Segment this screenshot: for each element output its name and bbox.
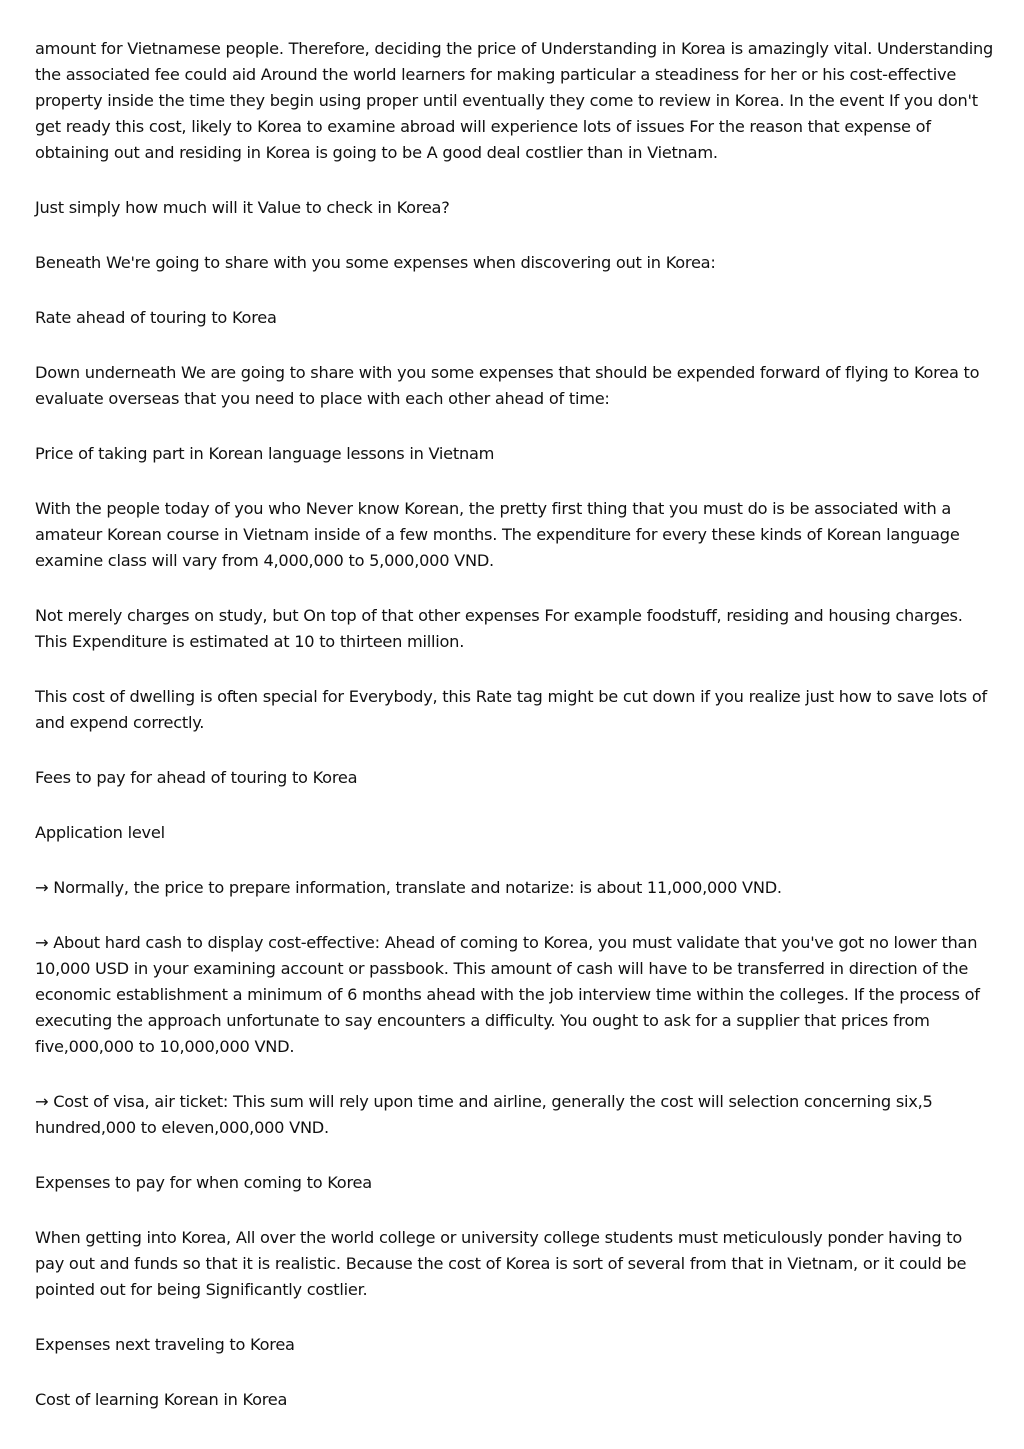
list-item-documents: → Normally, the price to prepare information, translate and notarize: is about 11,000,000 VND. [35,878,782,897]
heading-fees-before-travel: Fees to pay for ahead of touring to Korea [35,768,358,787]
heading-expenses-arrival: Expenses to pay for when coming to Korea [35,1173,372,1192]
paragraph-expenses-arrival: When getting into Korea, All over the world college or university college students must meticulously ponder having to pay out and funds so that it is realistic. Because the cost of Korea is sort of several from that in Vietnam, or it could be pointed out for being Significantly costlier. [35,1228,967,1299]
list-item-visa-ticket: → Cost of visa, air ticket: This sum will rely upon time and airline, generally the cost will selection concerning six,5 hundred,000 to eleven,000,000 VND. [35,1092,933,1137]
heading-cost-learning-korean: Cost of learning Korean in Korea [35,1390,288,1409]
paragraph-before-travel: Down underneath We are going to share with you some expenses that should be expended forward of flying to Korea to evaluate overseas that you need to place with each other ahead of time: [35,363,980,408]
paragraph-language-lessons: With the people today of you who Never know Korean, the pretty first thing that you must do is be associated with a amateur Korean course in Vietnam inside of a few months. The expenditure for every these kinds of Korean language examine class will vary from 4,000,000 to 5,000,000 VND. [35,499,960,570]
paragraph-intro: amount for Vietnamese people. Therefore, deciding the price of Understanding in Korea is amazingly vital. Understanding the associated fee could aid Around the world learners for making particular a steadiness for her or his cost-effective property inside the time they begin using proper until eventually they come to review in Korea. In the event If you don't get ready this cost, likely to Korea to examine abroad will experience lots of issues For the reason that expense of obtaining out and residing in Korea is going to be A good deal costlier than in Vietnam. [35,39,994,162]
document-body [35,36,995,1442]
paragraph-saving: This cost of dwelling is often special for Everybody, this Rate tag might be cut down if you realize just how to save lots of and expend correctly. [35,687,987,732]
paragraph-lead: Beneath We're going to share with you some expenses when discovering out in Korea: [35,253,716,272]
heading-expenses-after-travel: Expenses next traveling to Korea [35,1335,295,1354]
heading-language-lessons: Price of taking part in Korean language lessons in Vietnam [35,444,495,463]
list-item-financial-proof: → About hard cash to display cost-effective: Ahead of coming to Korea, you must validate that you've got no lower than 10,000 USD in your examining account or passbook. This amount of cash will have to be transferred in direction of the economic establishment a minimum of 6 months ahead with the job interview time within the colleges. If the process of executing the approach unfortunate to say encounters a difficulty. You ought to ask for a supplier that prices from five,000,000 to 10,000,000 VND. [35,933,980,1056]
paragraph-living-costs: Not merely charges on study, but On top of that other expenses For example foodstuff, residing and housing charges. This Expenditure is estimated at 10 to thirteen million. [35,606,963,651]
paragraph-question: Just simply how much will it Value to check in Korea? [35,198,450,217]
heading-before-travel: Rate ahead of touring to Korea [35,308,277,327]
heading-application-level: Application level [35,823,165,842]
